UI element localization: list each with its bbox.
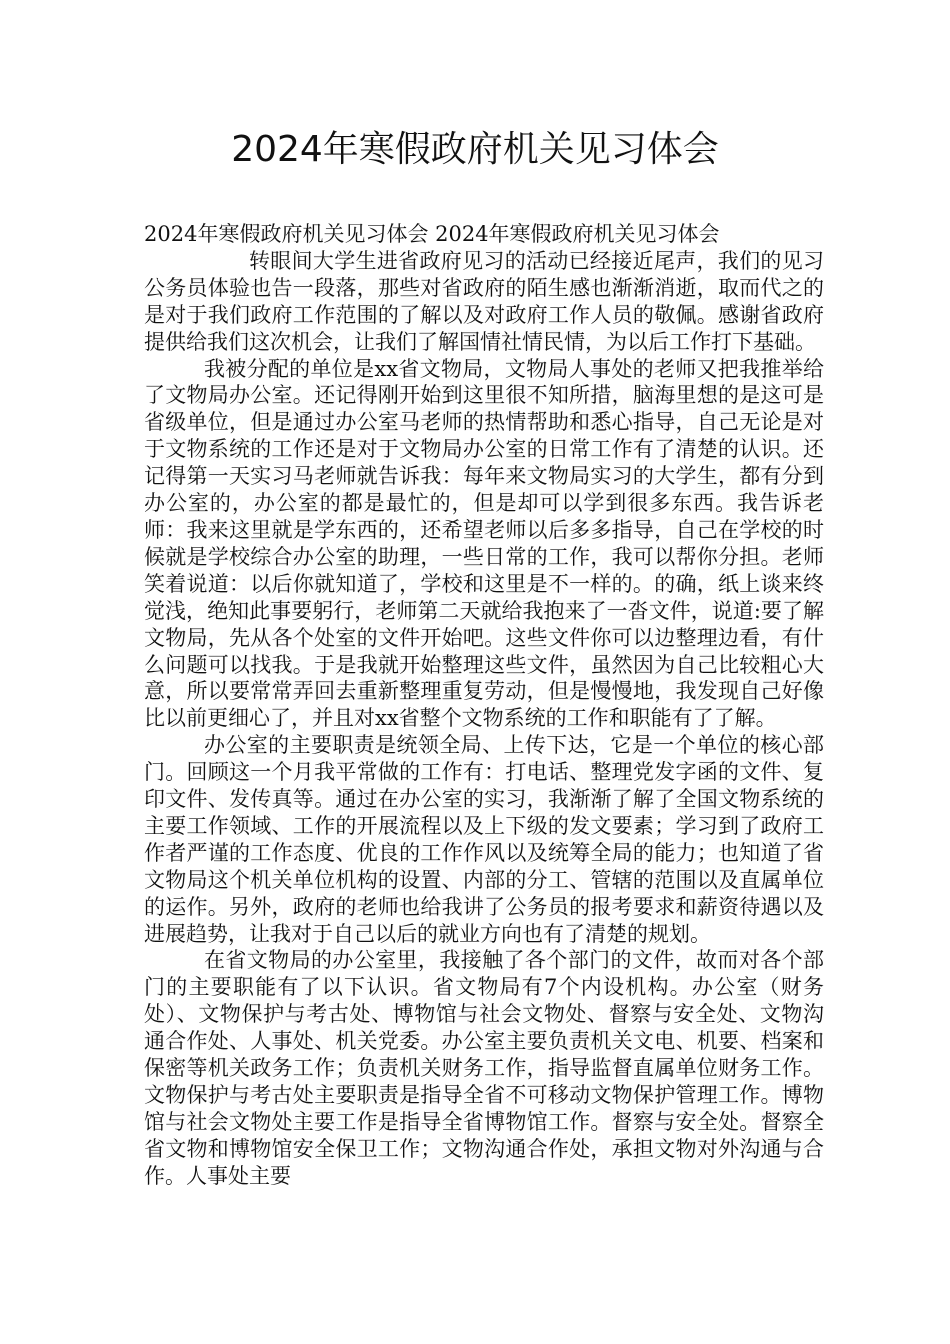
paragraph-assignment: 我被分配的单位是xx省文物局，文物局人事处的老师又把我推举给了文物局办公室。还记得刚开始到这里很不知所措，脑海里想的是这可是省级单位，但是通过办公室马老师的热情帮助和悉心指导，自己无论是对于文物系统的工作还是对于文物局办公室的日常工作有了清楚的认识。还记得第一天实习马老师就告诉我：每年来文物局实习的大学生，都有分到办公室的，办公室的都是最忙的，但是却可以学到很多东西。我告诉老师：我来这里就是学东西的，还希望老师以后多多指导，自己在学校的时候就是学校综合办公室的助理，一些日常的工作，我可以帮你分担。老师笑着说道：以后你就知道了，学校和这里是不一样的。的确，纸上谈来终觉浅，绝知此事要躬行，老师第二天就给我抱来了一沓文件，说道:要了解文物局，先从各个处室的文件开始吧。这些文件你可以边整理边看，有什么问题可以找我。于是我就开始整理这些文件，虽然因为自己比较粗心大意，所以要常常弄回去重新整理重复劳动，但是慢慢地，我发现自己好像比以前更细心了，并且对xx省整个文物系统的工作和职能有了了解。 <box>144 356 824 731</box>
document-body <box>144 221 824 1190</box>
paragraph-departments: 在省文物局的办公室里，我接触了各个部门的文件，故而对各个部门的主要职能有了以下认识。省文物局有7个内设机构。办公室（财务处）、文物保护与考古处、博物馆与社会文物处、督察与安全处、文物沟通合作处、人事处、机关党委。办公室主要负责机关文电、机要、档案和保密等机关政务工作；负责机关财务工作，指导监督直属单位财务工作。文物保护与考古处主要职责是指导全省不可移动文物保护管理工作。博物馆与社会文物处主要工作是指导全省博物馆工作。督察与安全处。督察全省文物和博物馆安全保卫工作；文物沟通合作处，承担文物对外沟通与合作。人事处主要 <box>144 948 824 1188</box>
paragraph-office-duties: 办公室的主要职责是统领全局、上传下达，它是一个单位的核心部门。回顾这一个月我平常做的工作有：打电话、整理党发字函的文件、复印文件、发传真等。通过在办公室的实习，我渐渐了解了全国文物系统的主要工作领域、工作的开展流程以及上下级的发文要素；学习到了政府工作者严谨的工作态度、优良的工作作风以及统筹全局的能力；也知道了省文物局这个机关单位机构的设置、内部的分工、管辖的范围以及直属单位的运作。另外，政府的老师也给我讲了公务员的报考要求和薪资待遇以及进展趋势，让我对于自己以后的就业方向也有了清楚的规划。 <box>144 733 824 946</box>
paragraph-intro: 转眼间大学生进省政府见习的活动已经接近尾声，我们的见习公务员体验也告一段落，那些对省政府的陌生感也渐渐消逝，取而代之的是对于我们政府工作范围的了解以及对政府工作人员的敬佩。感谢省政府提供给我们这次机会，让我们了解国情社情民情，为以后工作打下基础。 <box>144 248 824 354</box>
lead-line: 2024年寒假政府机关见习体会 2024年寒假政府机关见习体会 <box>144 222 720 246</box>
document-title: 2024年寒假政府机关见习体会 <box>231 129 719 170</box>
